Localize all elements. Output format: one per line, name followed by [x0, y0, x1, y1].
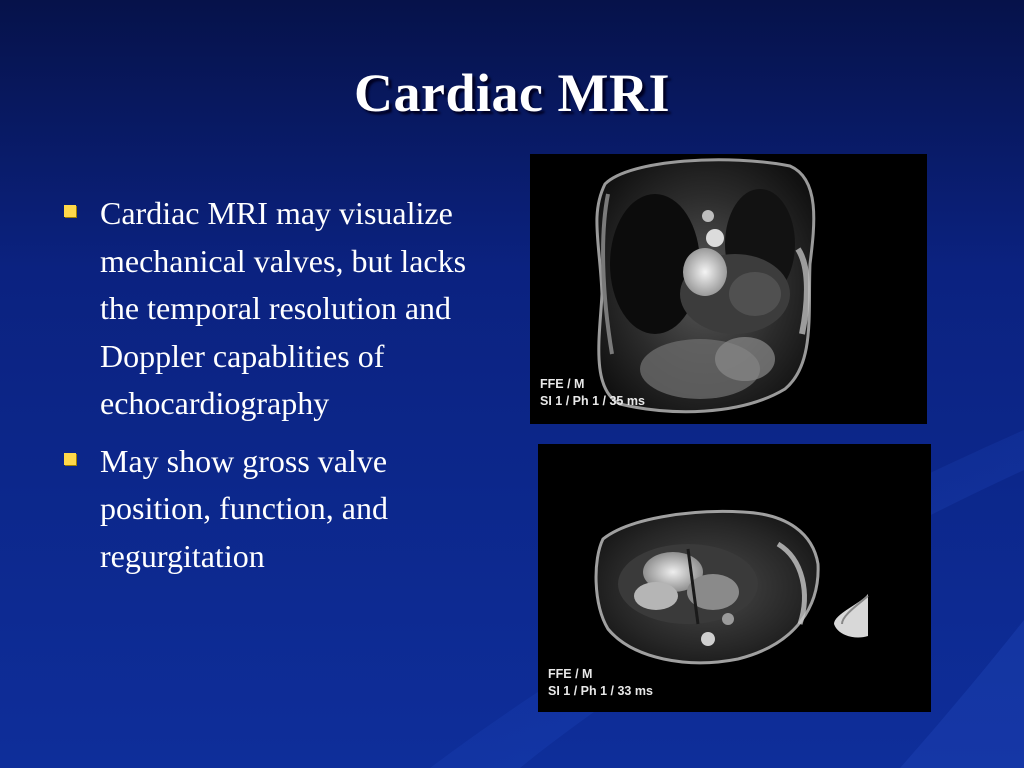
bullet-item	[60, 438, 500, 581]
bullet-item	[60, 190, 500, 428]
bullet-text: May show gross valve position, function, and regurgitation	[100, 442, 388, 574]
square-bullet-icon	[64, 453, 76, 465]
square-bullet-icon	[64, 205, 76, 217]
scan-caption-line2: SI 1 / Ph 1 / 35 ms	[540, 394, 645, 408]
scan-caption	[540, 376, 645, 410]
slide-title: Cardiac MRI	[354, 63, 670, 123]
scan-caption-line1: FFE / M	[548, 667, 593, 681]
scan-caption	[548, 666, 653, 700]
mri-image-bottom	[538, 444, 931, 712]
mri-image-top	[530, 154, 927, 424]
bullet-text: Cardiac MRI may visualize mechanical valves, but lacks the temporal resolution and Doppler capablities of echocardiography	[100, 195, 467, 421]
scan-caption-line1: FFE / M	[540, 377, 585, 391]
bullet-list	[60, 190, 500, 590]
scan-caption-line2: SI 1 / Ph 1 / 33 ms	[548, 684, 653, 698]
